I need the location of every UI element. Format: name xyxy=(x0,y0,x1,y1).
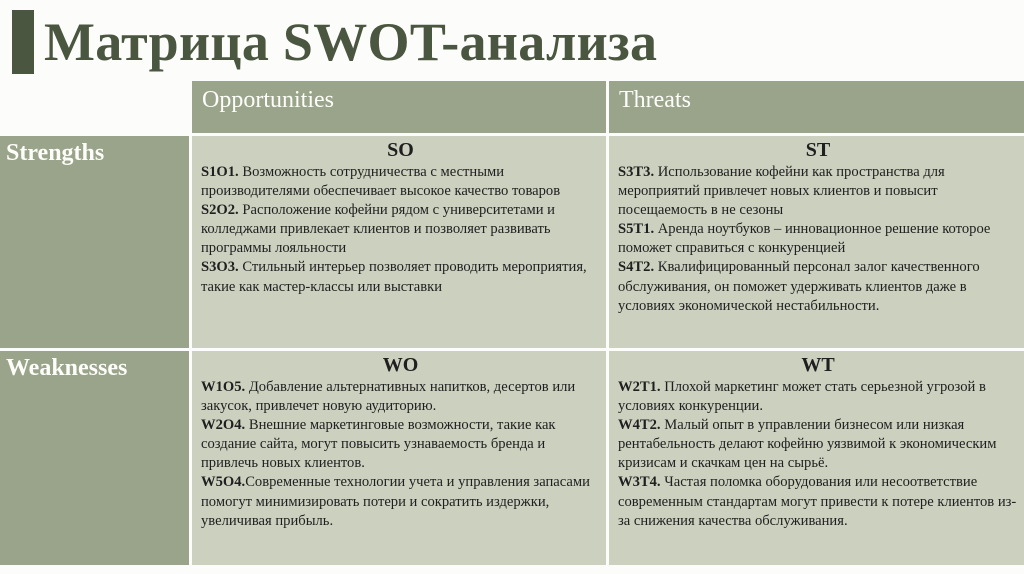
list-item xyxy=(618,163,1018,220)
list-item xyxy=(618,416,1018,473)
item-text: Частая поломка оборудования или несоответствие современным стандартам могут привести к потере клиентов из-за снижения качества обслуживания. xyxy=(618,474,1017,529)
item-code: W2T1. xyxy=(618,379,661,395)
item-text: Плохой маркетинг может стать серьезной угрозой в условиях конкуренции. xyxy=(618,379,986,415)
list-item xyxy=(201,163,600,201)
item-text: Современные технологии учета и управления запасами помогут минимизировать потери и сократить издержки, увеличивая прибыль. xyxy=(201,474,590,529)
row-header-weaknesses: Weaknesses xyxy=(0,351,189,565)
page-title: Матрица SWOT-анализа xyxy=(44,12,658,72)
item-code: W5O4. xyxy=(201,474,246,491)
item-code: W4T2. xyxy=(618,417,661,434)
item-code: S3T3. xyxy=(618,164,655,180)
list-item xyxy=(618,473,1018,530)
item-text: Расположение кофейни рядом с университетами и колледжами привлекает клиентов и позволяет развивать программы лояльности xyxy=(201,202,555,257)
quadrant-so xyxy=(192,136,606,348)
item-text: Использование кофейни как пространства для мероприятий привлечет новых клиентов и повысит посещаемость в не сезоны xyxy=(618,164,945,219)
item-text: Аренда ноутбуков – инновационное решение которое поможет справиться с конкуренцией xyxy=(618,221,991,257)
list-item xyxy=(201,258,600,296)
list-item xyxy=(201,201,600,258)
quadrant-title: ST xyxy=(805,139,831,161)
item-code: W3T4. xyxy=(618,474,661,491)
item-code: W2O4. xyxy=(201,417,246,434)
item-text: Стильный интерьер позволяет проводить мероприятия, такие как мастер-классы или выставки xyxy=(201,259,587,295)
item-code: S4T2. xyxy=(618,259,655,276)
item-code: S2O2. xyxy=(201,202,239,219)
quadrant-wt xyxy=(609,351,1024,565)
item-code: W1O5. xyxy=(201,379,246,395)
column-header-threats: Threats xyxy=(609,81,1024,133)
list-item xyxy=(618,378,1018,416)
item-text: Внешние маркетинговые возможности, такие как создание сайта, могут повысить узнаваемость бренда и привлечь новых клиентов. xyxy=(201,417,556,472)
item-text: Малый опыт в управлении бизнесом или низкая рентабельность делают кофейню уязвимой к экономическим кризисам и скачкам цен на сырьё. xyxy=(618,417,997,472)
quadrant-wo xyxy=(192,351,606,565)
item-text: Возможность сотрудничества с местными производителями обеспечивает высокое качество товаров xyxy=(201,164,561,200)
quadrant-title: SO xyxy=(387,139,414,161)
item-text: Квалифицированный персонал залог качественного обслуживания, он поможет удерживать клиентов даже в условиях экономической нестабильности. xyxy=(618,259,980,314)
list-item xyxy=(618,258,1018,315)
quadrant-st xyxy=(609,136,1024,348)
item-code: S1O1. xyxy=(201,164,239,180)
list-item xyxy=(618,220,1018,258)
column-header-opportunities: Opportunities xyxy=(192,81,606,133)
quadrant-title: WT xyxy=(801,354,835,376)
list-item xyxy=(201,473,600,530)
quadrant-title: WO xyxy=(382,354,419,376)
list-item xyxy=(201,416,600,473)
title-accent-bar xyxy=(12,10,34,74)
list-item xyxy=(201,378,600,416)
item-text: Добавление альтернативных напитков, десертов или закусок, привлечет новую аудиторию. xyxy=(201,379,576,415)
item-code: S3O3. xyxy=(201,259,239,276)
item-code: S5T1. xyxy=(618,221,655,238)
row-header-strengths: Strengths xyxy=(0,136,189,348)
